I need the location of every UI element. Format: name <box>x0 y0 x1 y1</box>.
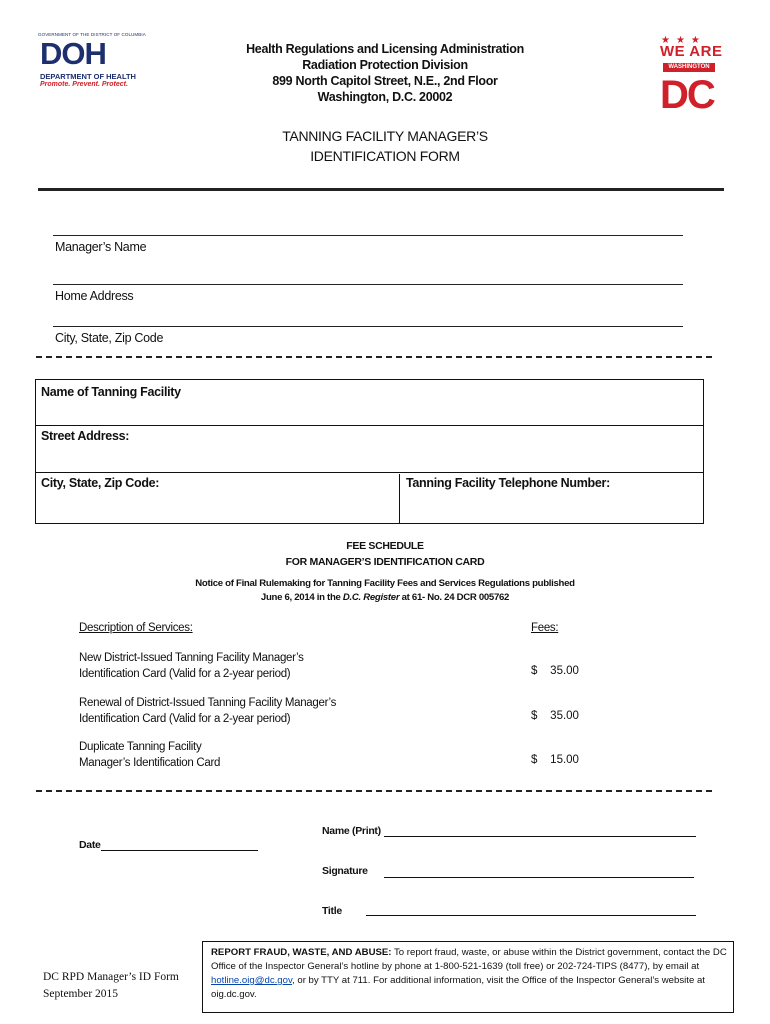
signature-label: Signature <box>322 865 368 877</box>
report-text-tail: , or by TTY at 711. For additional information, visit the Office of the Inspector General’s website at oig.dc.gov. <box>211 975 705 1000</box>
form-title-line1: TANNING FACILITY MANAGER’S <box>282 128 488 144</box>
report-text: To report fraud, waste, or abuse within the District government, contact the DC Office of the Inspector General’s hotline by phone at 1-800-521-1639 (toll free) or 202-724-TIPS (8477), by email at <box>211 947 727 972</box>
title-field[interactable] <box>366 915 696 916</box>
doh-mark: DOH <box>40 36 106 71</box>
title-rule <box>38 188 724 191</box>
hotline-email-link[interactable]: hotline.oig@dc.gov <box>211 975 293 986</box>
home-address-line[interactable] <box>53 284 683 285</box>
fee-notice-line1: Notice of Final Rulemaking for Tanning Facility Fees and Services Regulations published <box>195 578 575 589</box>
service-item: Renewal of District-Issued Tanning Facility Manager’s Identification Card (Valid for a 2-year period) <box>79 697 337 725</box>
dc-text: DC <box>660 73 714 117</box>
header-line-city: Washington, D.C. 20002 <box>317 90 453 104</box>
date-field[interactable] <box>101 850 258 851</box>
street-address-label: Street Address: <box>41 429 130 443</box>
footer-form-name: DC RPD Manager’s ID Form <box>43 971 179 983</box>
report-fraud-box <box>202 941 734 1013</box>
doh-logo <box>38 32 146 94</box>
facility-city-label: City, State, Zip Code: <box>41 476 160 490</box>
facility-name-label: Name of Tanning Facility <box>41 385 181 399</box>
manager-city-line[interactable] <box>53 326 683 327</box>
fee-schedule-title: FEE SCHEDULE <box>346 540 424 552</box>
services-column-header: Description of Services: <box>79 622 193 634</box>
header-line-agency: Health Regulations and Licensing Administration <box>246 42 524 56</box>
we-are-text: WE ARE <box>660 43 723 60</box>
service-fee: $ 35.00 <box>531 665 579 677</box>
we-are-dc-logo <box>655 35 727 119</box>
service-item: Duplicate Tanning Facility Manager’s Identification Card <box>79 741 221 769</box>
section-divider <box>36 356 712 358</box>
service-fee: $ 35.00 <box>531 710 579 722</box>
doh-government-text: GOVERNMENT OF THE DISTRICT OF COLUMBIA <box>38 32 146 37</box>
form-title-line2: IDENTIFICATION FORM <box>310 148 460 164</box>
manager-name-label: Manager’s Name <box>55 240 147 254</box>
facility-info-box <box>35 379 704 524</box>
header-line-division: Radiation Protection Division <box>302 58 468 72</box>
section-divider <box>36 790 712 792</box>
facility-column-divider <box>399 474 400 523</box>
stars-icon: ★★★ <box>661 35 706 46</box>
report-heading: REPORT FRAUD, WASTE, AND ABUSE: <box>211 947 392 958</box>
header-line-street: 899 North Capitol Street, N.E., 2nd Floor <box>272 74 498 88</box>
fee-notice-line2: June 6, 2014 in the D.C. Register at 61- No. 24 DCR 005762 <box>260 592 510 603</box>
facility-row-divider <box>36 472 703 473</box>
manager-name-line[interactable] <box>53 235 683 236</box>
fees-column-header: Fees: <box>531 622 559 634</box>
facility-phone-label: Tanning Facility Telephone Number: <box>406 476 610 490</box>
signature-field[interactable] <box>384 877 694 878</box>
footer-date: September 2015 <box>43 988 119 1000</box>
home-address-label: Home Address <box>55 289 134 303</box>
name-print-field[interactable] <box>384 836 696 837</box>
fee-schedule-subtitle: FOR MANAGER’S IDENTIFICATION CARD <box>285 556 485 568</box>
washington-text: WASHINGTON <box>663 63 715 72</box>
service-fee: $ 15.00 <box>531 754 579 766</box>
service-item: New District-Issued Tanning Facility Manager’s Identification Card (Valid for a 2-year period) <box>79 652 304 680</box>
facility-row-divider <box>36 425 703 426</box>
doh-tagline: Promote. Prevent. Protect. <box>40 81 128 88</box>
title-label: Title <box>322 905 342 917</box>
manager-city-label: City, State, Zip Code <box>55 331 164 345</box>
name-print-label: Name (Print) <box>322 825 381 837</box>
date-label: Date <box>79 839 101 851</box>
doh-department-text: DEPARTMENT OF HEALTH <box>40 72 136 81</box>
